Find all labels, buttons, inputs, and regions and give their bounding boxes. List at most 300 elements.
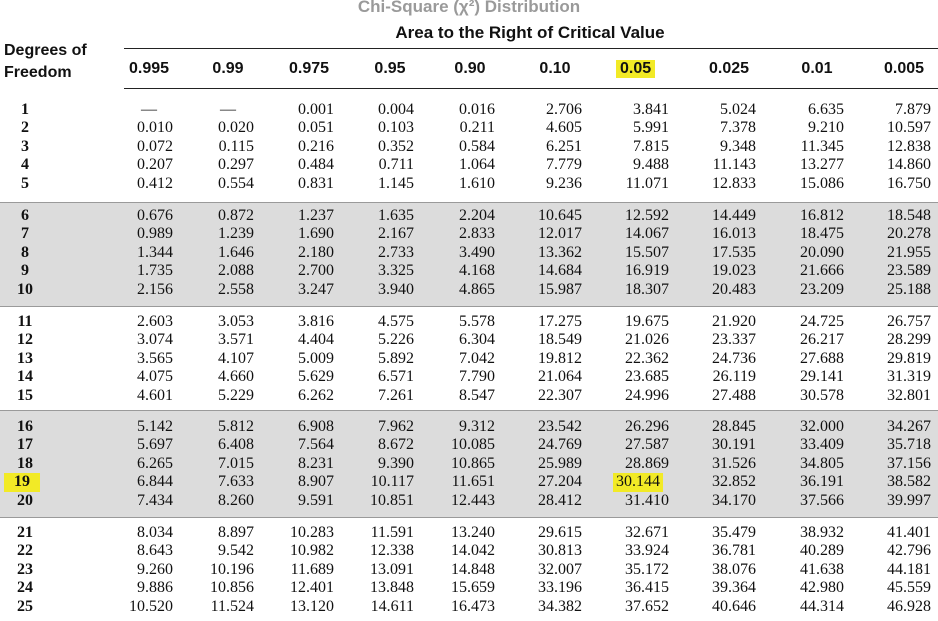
table-cell: 0.211 bbox=[459, 119, 495, 137]
table-cell: 38.076 bbox=[712, 560, 756, 578]
table-cell: 5.629 bbox=[298, 368, 334, 386]
table-cell: 23.589 bbox=[887, 262, 931, 280]
table-cell: 13.120 bbox=[290, 597, 334, 615]
table-cell: 1.735 bbox=[137, 262, 173, 280]
table-cell: — bbox=[141, 101, 157, 118]
table-cell: 1.646 bbox=[218, 243, 254, 261]
table-cell: 16.919 bbox=[625, 262, 669, 280]
table-cell: 3.490 bbox=[459, 243, 495, 261]
table-cell: 9.236 bbox=[546, 174, 582, 192]
table-row bbox=[0, 156, 938, 174]
table-cell: 4.404 bbox=[298, 331, 334, 349]
table-cell: 39.997 bbox=[887, 491, 931, 509]
table-cell: 9.348 bbox=[720, 137, 756, 155]
column-header-0_01: 0.01 bbox=[801, 60, 833, 77]
table-cell: 44.181 bbox=[887, 560, 931, 578]
table-cell: 9.390 bbox=[378, 454, 414, 472]
table-cell: 4.168 bbox=[459, 262, 495, 280]
table-cell: 23.542 bbox=[538, 418, 582, 435]
table-cell: 5.009 bbox=[298, 349, 334, 367]
table-cell: 0.020 bbox=[218, 119, 254, 137]
dof-header-line1: Degrees of bbox=[4, 42, 87, 59]
table-cell: 10.283 bbox=[290, 524, 334, 541]
table-cell: 5.024 bbox=[720, 101, 756, 118]
table-cell: 12.592 bbox=[625, 207, 669, 224]
table-row bbox=[0, 387, 938, 405]
table-cell: 27.587 bbox=[625, 436, 669, 454]
table-cell: 11.143 bbox=[712, 156, 756, 174]
table-cell: 3.940 bbox=[378, 280, 414, 298]
table-cell: 8.897 bbox=[218, 524, 254, 541]
table-cell: 16.013 bbox=[712, 225, 756, 243]
table-cell: 24.725 bbox=[800, 313, 844, 330]
table-cell: 10.645 bbox=[538, 207, 582, 224]
table-cell: 37.566 bbox=[800, 491, 844, 509]
table-cell: 25.989 bbox=[538, 454, 582, 472]
table-cell: 12.833 bbox=[712, 174, 756, 192]
table-cell: 0.989 bbox=[137, 225, 173, 243]
table-cell: 11.651 bbox=[451, 473, 495, 491]
row-dof-label: 18 bbox=[17, 454, 33, 472]
table-cell: 41.401 bbox=[887, 524, 931, 541]
table-cell: 10.851 bbox=[370, 491, 414, 509]
table-cell: 1.237 bbox=[298, 207, 334, 224]
table-cell: 6.908 bbox=[298, 418, 334, 435]
column-header-0_95: 0.95 bbox=[374, 60, 406, 77]
table-cell: 1.690 bbox=[298, 225, 334, 243]
table-cell: 2.706 bbox=[546, 101, 582, 118]
table-row bbox=[0, 225, 938, 243]
table-row bbox=[0, 175, 938, 193]
table-cell: 32.000 bbox=[800, 418, 844, 435]
table-cell: 8.907 bbox=[298, 473, 334, 491]
column-header-0_05: 0.05 bbox=[616, 60, 655, 78]
table-cell: 14.067 bbox=[625, 225, 669, 243]
table-row bbox=[0, 542, 938, 560]
table-cell: 0.207 bbox=[137, 156, 173, 174]
row-dof-label: 4 bbox=[21, 156, 29, 174]
table-cell: 5.697 bbox=[137, 436, 173, 454]
table-cell: 21.026 bbox=[625, 331, 669, 349]
table-cell: 23.209 bbox=[800, 280, 844, 298]
table-cell: 5.892 bbox=[378, 349, 414, 367]
table-cell: 0.103 bbox=[378, 119, 414, 137]
table-row bbox=[0, 244, 938, 262]
table-row bbox=[0, 262, 938, 280]
table-cell: 14.611 bbox=[370, 597, 414, 615]
table-subtitle: Area to the Right of Critical Value bbox=[395, 23, 665, 42]
row-dof-label: 6 bbox=[21, 207, 29, 224]
table-cell: 10.196 bbox=[210, 560, 254, 578]
table-cell: 35.479 bbox=[712, 524, 756, 541]
table-cell: 8.231 bbox=[298, 454, 334, 472]
table-cell: 38.582 bbox=[887, 473, 931, 491]
table-cell: 2.603 bbox=[137, 313, 173, 330]
table-cell: 1.610 bbox=[459, 174, 495, 192]
table-cell: 33.196 bbox=[538, 579, 582, 597]
table-cell: 9.488 bbox=[633, 156, 669, 174]
table-cell: 32.852 bbox=[712, 473, 756, 491]
table-cell: 28.869 bbox=[625, 454, 669, 472]
table-cell: 36.415 bbox=[625, 579, 669, 597]
table-cell: 34.382 bbox=[538, 597, 582, 615]
table-cell: 32.801 bbox=[887, 386, 931, 404]
dof-header-line2: Freedom bbox=[4, 64, 72, 81]
row-dof-label: 19 bbox=[4, 473, 40, 491]
table-cell: 2.204 bbox=[459, 207, 495, 224]
row-dof-label: 13 bbox=[17, 349, 33, 367]
table-cell: 22.362 bbox=[625, 349, 669, 367]
row-dof-label: 25 bbox=[17, 597, 33, 615]
table-cell: 28.299 bbox=[887, 331, 931, 349]
table-cell: 33.924 bbox=[625, 542, 669, 560]
group-separator bbox=[0, 410, 938, 411]
table-row bbox=[0, 207, 938, 225]
table-cell: 18.475 bbox=[800, 225, 844, 243]
table-cell: 6.844 bbox=[137, 473, 173, 491]
group-separator bbox=[0, 202, 938, 203]
table-cell: 10.982 bbox=[290, 542, 334, 560]
column-header-0_90: 0.90 bbox=[454, 60, 486, 77]
table-cell: 0.004 bbox=[378, 101, 414, 118]
table-cell: 2.700 bbox=[298, 262, 334, 280]
table-cell: 8.672 bbox=[378, 436, 414, 454]
table-cell: 0.831 bbox=[298, 174, 334, 192]
table-cell: 7.879 bbox=[895, 101, 931, 118]
table-cell: 37.156 bbox=[887, 454, 931, 472]
table-cell: 28.845 bbox=[712, 418, 756, 435]
table-cell: 1.145 bbox=[378, 174, 414, 192]
table-cell: 29.141 bbox=[800, 368, 844, 386]
table-cell: 6.251 bbox=[546, 137, 582, 155]
table-cell: 3.816 bbox=[298, 313, 334, 330]
table-cell: 21.666 bbox=[800, 262, 844, 280]
table-cell: 10.520 bbox=[129, 597, 173, 615]
table-cell: 0.584 bbox=[459, 137, 495, 155]
column-header-rule bbox=[124, 88, 938, 89]
table-cell: 0.872 bbox=[218, 207, 254, 224]
table-cell: 2.558 bbox=[218, 280, 254, 298]
table-cell: 10.856 bbox=[210, 579, 254, 597]
table-cell: 3.565 bbox=[137, 349, 173, 367]
table-cell: 25.188 bbox=[887, 280, 931, 298]
table-cell: 27.688 bbox=[800, 349, 844, 367]
row-dof-label: 24 bbox=[17, 579, 33, 597]
table-cell: 15.507 bbox=[625, 243, 669, 261]
column-header-0_99: 0.99 bbox=[212, 60, 244, 77]
table-row bbox=[0, 119, 938, 137]
table-cell: 0.216 bbox=[298, 137, 334, 155]
row-dof-label: 2 bbox=[21, 119, 29, 137]
table-cell: 35.172 bbox=[625, 560, 669, 578]
table-cell: 7.962 bbox=[378, 418, 414, 435]
table-cell: 45.559 bbox=[887, 579, 931, 597]
table-cell: 3.247 bbox=[298, 280, 334, 298]
table-cell: 4.075 bbox=[137, 368, 173, 386]
table-cell: 9.260 bbox=[137, 560, 173, 578]
row-dof-label: 8 bbox=[21, 243, 29, 261]
table-row bbox=[0, 313, 938, 331]
table-cell: 6.408 bbox=[218, 436, 254, 454]
table-row bbox=[0, 473, 938, 491]
group-separator bbox=[0, 517, 938, 518]
table-cell: 6.262 bbox=[298, 386, 334, 404]
table-cell: 44.314 bbox=[800, 597, 844, 615]
table-cell: 4.660 bbox=[218, 368, 254, 386]
row-dof-label: 16 bbox=[17, 418, 33, 435]
table-cell: 18.307 bbox=[625, 280, 669, 298]
table-cell: 14.848 bbox=[451, 560, 495, 578]
table-cell: 35.718 bbox=[887, 436, 931, 454]
row-dof-label: 23 bbox=[17, 560, 33, 578]
table-cell: 20.483 bbox=[712, 280, 756, 298]
table-cell: 0.001 bbox=[298, 101, 334, 118]
table-cell: 0.051 bbox=[298, 119, 334, 137]
table-cell: 18.549 bbox=[538, 331, 582, 349]
table-cell: 26.757 bbox=[887, 313, 931, 330]
table-cell: 23.337 bbox=[712, 331, 756, 349]
table-cell: 7.779 bbox=[546, 156, 582, 174]
table-cell: 13.240 bbox=[451, 524, 495, 541]
table-cell: 7.815 bbox=[633, 137, 669, 155]
dof-column-header bbox=[4, 40, 87, 84]
table-cell: 12.338 bbox=[370, 542, 414, 560]
table-row bbox=[0, 418, 938, 436]
table-row bbox=[0, 281, 938, 299]
table-cell: 21.064 bbox=[538, 368, 582, 386]
table-cell: 23.685 bbox=[625, 368, 669, 386]
table-cell: 31.319 bbox=[887, 368, 931, 386]
table-cell: 33.409 bbox=[800, 436, 844, 454]
table-cell: 19.023 bbox=[712, 262, 756, 280]
table-cell: — bbox=[220, 101, 236, 118]
table-cell: 30.578 bbox=[800, 386, 844, 404]
table-cell: 21.920 bbox=[712, 313, 756, 330]
table-cell: 14.449 bbox=[712, 207, 756, 224]
table-cell: 7.434 bbox=[137, 491, 173, 509]
table-cell: 0.484 bbox=[298, 156, 334, 174]
row-dof-label: 17 bbox=[17, 436, 33, 454]
table-cell: 8.547 bbox=[459, 386, 495, 404]
table-row bbox=[0, 368, 938, 386]
table-cell: 31.410 bbox=[625, 491, 669, 509]
table-cell: 14.860 bbox=[887, 156, 931, 174]
table-cell: 11.689 bbox=[290, 560, 334, 578]
table-cell: 42.980 bbox=[800, 579, 844, 597]
table-cell: 27.204 bbox=[538, 473, 582, 491]
table-cell: 7.633 bbox=[218, 473, 254, 491]
table-cell: 0.297 bbox=[218, 156, 254, 174]
table-cell: 7.564 bbox=[298, 436, 334, 454]
table-cell: 13.362 bbox=[538, 243, 582, 261]
table-row bbox=[0, 101, 938, 119]
table-cell: 9.591 bbox=[298, 491, 334, 509]
table-cell: 9.312 bbox=[459, 418, 495, 435]
table-cell: 14.684 bbox=[538, 262, 582, 280]
table-cell: 6.304 bbox=[459, 331, 495, 349]
table-cell: 10.117 bbox=[370, 473, 414, 491]
table-cell: 31.526 bbox=[712, 454, 756, 472]
table-cell: 0.711 bbox=[378, 156, 414, 174]
table-cell: 6.571 bbox=[378, 368, 414, 386]
table-cell: 5.226 bbox=[378, 331, 414, 349]
table-row bbox=[0, 436, 938, 454]
table-cell: 7.261 bbox=[378, 386, 414, 404]
column-header-0_005: 0.005 bbox=[883, 60, 925, 77]
table-cell: 0.010 bbox=[137, 119, 173, 137]
table-cell: 5.142 bbox=[137, 418, 173, 435]
table-cell: 8.260 bbox=[218, 491, 254, 509]
table-cell: 22.307 bbox=[538, 386, 582, 404]
table-cell: 1.239 bbox=[218, 225, 254, 243]
table-cell: 36.191 bbox=[800, 473, 844, 491]
table-cell: 20.090 bbox=[800, 243, 844, 261]
table-cell: 18.548 bbox=[887, 207, 931, 224]
table-cell: 12.838 bbox=[887, 137, 931, 155]
table-cell: 8.643 bbox=[137, 542, 173, 560]
table-cell: 0.016 bbox=[459, 101, 495, 118]
table-cell: 0.072 bbox=[137, 137, 173, 155]
table-cell: 9.210 bbox=[808, 119, 844, 137]
table-cell: 1.635 bbox=[378, 207, 414, 224]
table-cell: 2.167 bbox=[378, 225, 414, 243]
table-cell: 8.034 bbox=[137, 524, 173, 541]
table-cell: 11.591 bbox=[370, 524, 414, 541]
table-cell: 29.819 bbox=[887, 349, 931, 367]
row-dof-label: 14 bbox=[17, 368, 33, 386]
table-cell: 5.578 bbox=[459, 313, 495, 330]
table-cell: 10.597 bbox=[887, 119, 931, 137]
table-cell: 24.736 bbox=[712, 349, 756, 367]
row-dof-label: 22 bbox=[17, 542, 33, 560]
table-cell: 11.071 bbox=[625, 174, 669, 192]
table-cell: 26.119 bbox=[712, 368, 756, 386]
table-row bbox=[0, 350, 938, 368]
table-cell: 36.781 bbox=[712, 542, 756, 560]
column-header-0_025: 0.025 bbox=[708, 60, 750, 77]
column-header-0_10: 0.10 bbox=[539, 60, 571, 77]
table-cell: 3.571 bbox=[218, 331, 254, 349]
table-row bbox=[0, 561, 938, 579]
table-row bbox=[0, 331, 938, 349]
table-cell: 20.278 bbox=[887, 225, 931, 243]
table-cell: 34.170 bbox=[712, 491, 756, 509]
table-cell: 0.412 bbox=[137, 174, 173, 192]
row-dof-label: 3 bbox=[21, 137, 29, 155]
table-cell: 15.659 bbox=[451, 579, 495, 597]
table-cell: 4.575 bbox=[378, 313, 414, 330]
table-cell: 37.652 bbox=[625, 597, 669, 615]
table-cell: 11.345 bbox=[800, 137, 844, 155]
table-cell: 7.042 bbox=[459, 349, 495, 367]
table-cell: 30.191 bbox=[712, 436, 756, 454]
table-row bbox=[0, 138, 938, 156]
table-cell: 3.053 bbox=[218, 313, 254, 330]
table-cell: 4.865 bbox=[459, 280, 495, 298]
table-cell: 34.805 bbox=[800, 454, 844, 472]
table-cell: 12.443 bbox=[451, 491, 495, 509]
table-cell: 9.542 bbox=[218, 542, 254, 560]
table-cell: 3.074 bbox=[137, 331, 173, 349]
table-cell: 26.296 bbox=[625, 418, 669, 435]
row-dof-label: 12 bbox=[17, 331, 33, 349]
table-cell: 21.955 bbox=[887, 243, 931, 261]
table-cell: 30.144 bbox=[613, 473, 663, 491]
table-cell: 14.042 bbox=[451, 542, 495, 560]
table-cell: 6.635 bbox=[808, 101, 844, 118]
table-cell: 17.275 bbox=[538, 313, 582, 330]
table-cell: 4.107 bbox=[218, 349, 254, 367]
table-row bbox=[0, 598, 938, 616]
table-cell: 46.928 bbox=[887, 597, 931, 615]
row-dof-label: 5 bbox=[21, 174, 29, 192]
table-cell: 5.991 bbox=[633, 119, 669, 137]
table-cell: 11.524 bbox=[210, 597, 254, 615]
table-row bbox=[0, 455, 938, 473]
table-cell: 0.676 bbox=[137, 207, 173, 224]
table-cell: 7.378 bbox=[720, 119, 756, 137]
row-dof-label: 11 bbox=[17, 313, 33, 330]
table-cell: 39.364 bbox=[712, 579, 756, 597]
table-cell: 16.473 bbox=[451, 597, 495, 615]
table-cell: 24.769 bbox=[538, 436, 582, 454]
column-header-0_995: 0.995 bbox=[128, 60, 170, 77]
table-row bbox=[0, 492, 938, 510]
table-cell: 0.115 bbox=[218, 137, 254, 155]
table-cell: 1.344 bbox=[137, 243, 173, 261]
table-cell: 30.813 bbox=[538, 542, 582, 560]
table-cell: 7.015 bbox=[218, 454, 254, 472]
table-cell: 10.085 bbox=[451, 436, 495, 454]
table-cell: 38.932 bbox=[800, 524, 844, 541]
table-cell: 17.535 bbox=[712, 243, 756, 261]
table-cell: 5.812 bbox=[218, 418, 254, 435]
row-dof-label: 15 bbox=[17, 386, 33, 404]
table-cell: 4.601 bbox=[137, 386, 173, 404]
table-cell: 29.615 bbox=[538, 524, 582, 541]
table-cell: 5.229 bbox=[218, 386, 254, 404]
table-cell: 3.841 bbox=[633, 101, 669, 118]
table-cell: 19.812 bbox=[538, 349, 582, 367]
row-dof-label: 10 bbox=[17, 280, 33, 298]
table-row bbox=[0, 524, 938, 542]
table-cell: 10.865 bbox=[451, 454, 495, 472]
table-cell: 2.180 bbox=[298, 243, 334, 261]
table-cell: 4.605 bbox=[546, 119, 582, 137]
row-dof-label: 1 bbox=[21, 101, 29, 118]
table-cell: 13.091 bbox=[370, 560, 414, 578]
row-dof-label: 7 bbox=[21, 225, 29, 243]
table-cell: 12.401 bbox=[290, 579, 334, 597]
group-separator bbox=[0, 306, 938, 307]
table-cell: 1.064 bbox=[459, 156, 495, 174]
table-cell: 0.352 bbox=[378, 137, 414, 155]
table-cell: 32.671 bbox=[625, 524, 669, 541]
row-dof-label: 21 bbox=[17, 524, 33, 541]
table-cell: 15.987 bbox=[538, 280, 582, 298]
table-cell: 6.265 bbox=[137, 454, 173, 472]
table-cell: 28.412 bbox=[538, 491, 582, 509]
table-cell: 9.886 bbox=[137, 579, 173, 597]
column-header-0_975: 0.975 bbox=[288, 60, 330, 77]
table-cell: 27.488 bbox=[712, 386, 756, 404]
table-cell: 34.267 bbox=[887, 418, 931, 435]
table-cell: 40.646 bbox=[712, 597, 756, 615]
table-cell: 41.638 bbox=[800, 560, 844, 578]
table-cell: 24.996 bbox=[625, 386, 669, 404]
header-rule bbox=[124, 48, 938, 49]
table-cell: 16.812 bbox=[800, 207, 844, 224]
